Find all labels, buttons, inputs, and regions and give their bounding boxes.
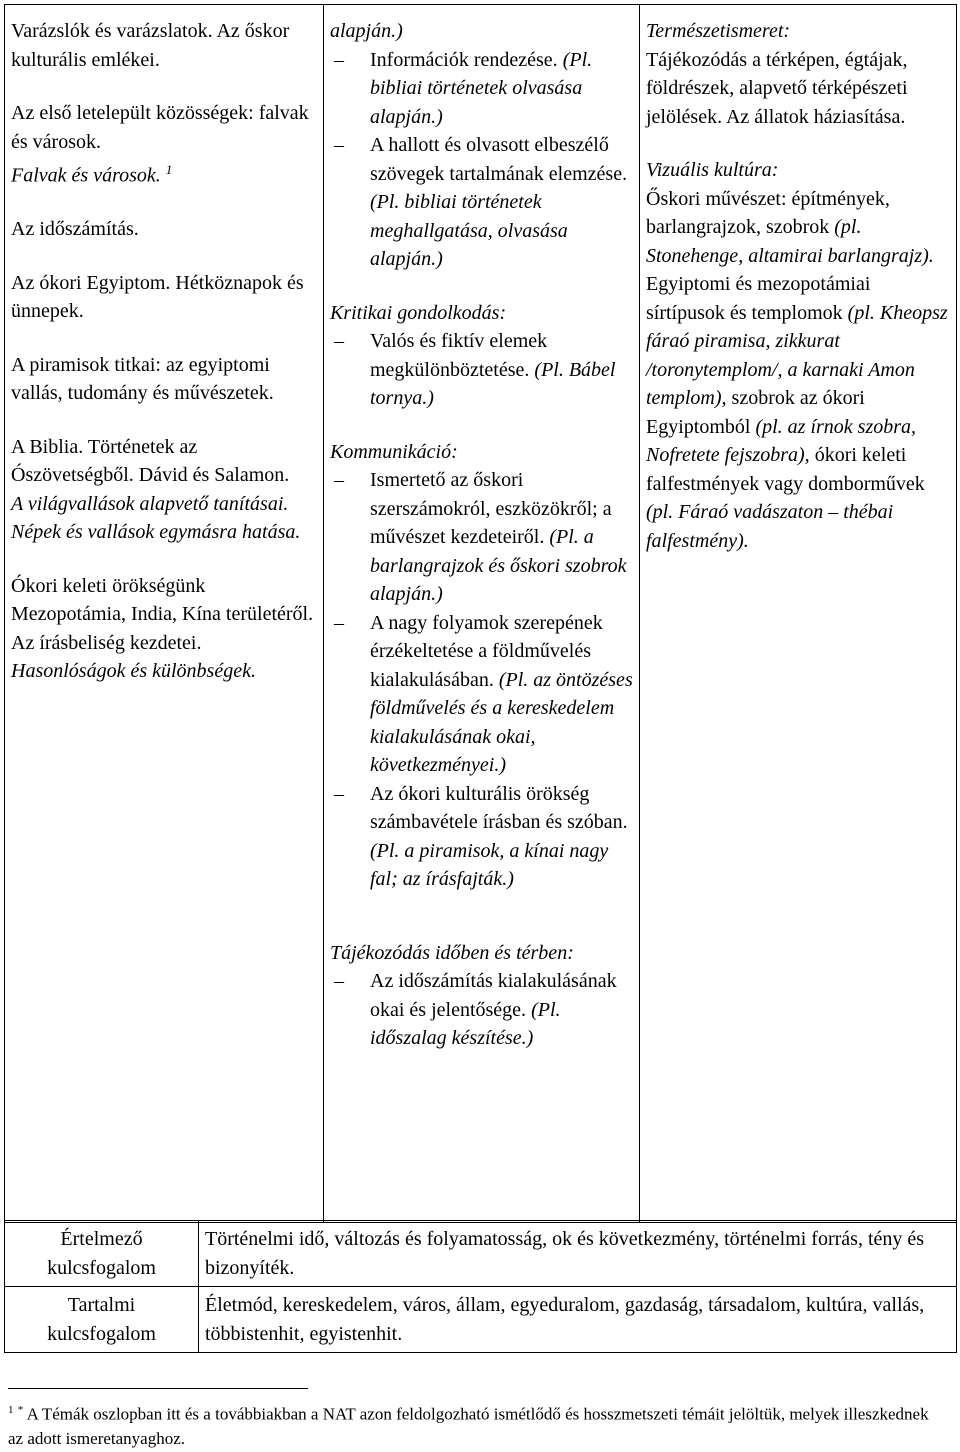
key-concepts-table bbox=[4, 1220, 957, 1353]
skill-item: – A hallott és olvasott elbeszélő szövegek tartalmának elemzése. (Pl. bibliai történetek meghallgatása, olvasása alapján.) bbox=[330, 131, 633, 274]
content-concept-value: Életmód, kereskedelem, város, állam, egyeduralom, gazdaság, társadalom, kultúra, vallás, többistenhit, egyistenhit. bbox=[199, 1287, 957, 1353]
visual-culture-text: Őskori művészet: építmények, barlangrajzok, szobrok (pl. Stonehenge, altamirai barlangrajz). Egyiptomi és mezopotámiai sírtípusok és templomok (pl. Kheopsz fáraó piramisa, zikkurat /toronytemplom/, a karnaki Amon templom), szobrok az ókori Egyiptomból (pl. az írnok szobra, Nofretete fejszobra), ókori keleti falfestmények vagy domborművek (pl. Fáraó vadászaton – thébai falfestmény). bbox=[646, 187, 948, 552]
science-text: Tájékozódás a térképen, égtájak, földrészek, alapvető térképészeti jelölések. Az állatok háziasítása. bbox=[646, 48, 908, 128]
skill-section-heading: Kommunikáció: bbox=[330, 440, 458, 463]
topic-line: Az időszámítás. bbox=[11, 218, 139, 241]
topic-line: A piramisok titkai: az egyiptomi vallás, tudomány és művészetek. bbox=[11, 353, 274, 405]
topic-line: A világvallások alapvető tanításai. Népek és vallások egymásra hatása. bbox=[11, 492, 301, 544]
topic-line: Falvak és városok. $^1$ bbox=[11, 162, 173, 187]
skill-item: – Az időszámítás kialakulásának okai és jelentősége. (Pl. időszalag készítése.) bbox=[330, 967, 633, 1053]
interpretive-concept-label: Értelmező kulcsfogalom bbox=[5, 1221, 199, 1287]
topic-line: Az ókori Egyiptom. Hétköznapok és ünnepek. bbox=[11, 271, 304, 323]
topic-line: Az első letelepült közösségek: falvak és városok. bbox=[11, 102, 309, 153]
skill-item: – Az ókori kulturális örökség számbavétele írásban és szóban. (Pl. a piramisok, a kínai nagy fal; az írásfajták.) bbox=[330, 780, 633, 894]
skills-column bbox=[324, 5, 640, 1223]
connections-column bbox=[640, 5, 957, 1223]
skill-item: – Valós és fiktív elemek megkülönböztetése. (Pl. Bábel tornya.) bbox=[330, 327, 633, 413]
topic-line: A Biblia. Történetek az Ószövetségből. Dávid és Salamon. bbox=[11, 435, 290, 487]
interpretive-concept-value: Történelmi idő, változás és folyamatosság, ok és következmény, történelmi forrás, tény és bizonyíték. bbox=[199, 1221, 957, 1287]
content-concept-row bbox=[5, 1287, 957, 1353]
skill-item: – Információk rendezése. (Pl. bibliai történetek olvasása alapján.) bbox=[330, 46, 633, 132]
topic-line: Hasonlóságok és különbségek. bbox=[11, 660, 256, 683]
footnote-separator bbox=[8, 1388, 308, 1389]
visual-culture-heading: Vizuális kultúra: bbox=[646, 159, 779, 181]
content-table bbox=[4, 4, 957, 1223]
content-concept-label: Tartalmi kulcsfogalom bbox=[5, 1287, 199, 1353]
skill-item: – A nagy folyamok szerepének érzékeltetése a földművelés kialakulásában. (Pl. az öntözéses földművelés és a kereskedelem kialakulásának okai, következményei.) bbox=[330, 609, 633, 780]
skill-section-heading: Kritikai gondolkodás: bbox=[330, 301, 507, 324]
interpretive-concept-row bbox=[5, 1221, 957, 1287]
footnote: $^1$ * A Témák oszlopban itt és a továbbiakban a NAT azon feldolgozható ismétlődő és hosszmetszeti témáit jelöltük, melyek illeszkednek az adott ismeretanyaghoz. bbox=[8, 1404, 929, 1448]
topic-line: Varázslók és varázslatok. Az őskor kulturális emlékei. bbox=[11, 20, 290, 71]
science-heading: Természetismeret: bbox=[646, 20, 791, 42]
topic-line: Ókori keleti örökségünk Mezopotámia, India, Kína területéről. Az írásbeliség kezdetei. bbox=[11, 574, 314, 654]
skill-item: – Ismertető az őskori szerszámokról, eszközökről; a művészet kezdeteiről. (Pl. a barlangrajzok és őskori szobrok alapján.) bbox=[330, 466, 633, 609]
continued-text: alapján.) bbox=[330, 20, 403, 42]
skill-section-heading: Tájékozódás időben és térben: bbox=[330, 941, 574, 964]
topics-column bbox=[5, 5, 324, 1223]
